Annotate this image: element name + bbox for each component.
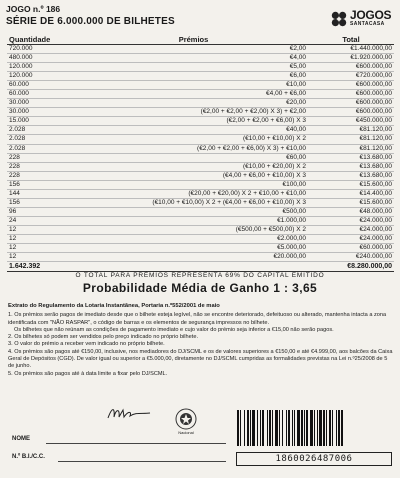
row-prize: €2,00 (79, 45, 308, 54)
row-quantity: 144 (7, 189, 79, 198)
santa-casa-seal-icon (174, 407, 198, 431)
row-total: €15.600,00 (308, 180, 394, 189)
barcode-bar (279, 410, 280, 446)
row-quantity: 60.000 (7, 90, 79, 99)
row-quantity: 2.028 (7, 144, 79, 153)
barcode-bar (314, 410, 315, 446)
row-prize: €2.000,00 (79, 234, 308, 243)
row-prize: €4,00 + €6,00 (79, 90, 308, 99)
prize-table-row (7, 108, 394, 117)
barcode-bar (304, 410, 305, 446)
regulation-item-2: 2. Os bilhetes só podem ser vendidos pelo preço indicado no próprio bilhete. (8, 334, 198, 341)
row-total: €13.680,00 (308, 171, 394, 180)
prize-table (7, 35, 394, 272)
row-prize: €1.000,00 (79, 216, 308, 225)
prize-table-row (7, 225, 394, 234)
prize-table-row (7, 117, 394, 126)
row-prize: (€2,00 + €2,00 + €2,00) X 3) + €2,00 (79, 108, 308, 117)
prize-table-row (7, 189, 394, 198)
row-quantity: 30.000 (7, 108, 79, 117)
row-quantity: 228 (7, 171, 79, 180)
prize-table-row (7, 99, 394, 108)
row-prize: €10,00 (79, 81, 308, 90)
row-prize: (€500,00 + €500,00) X 2 (79, 225, 308, 234)
row-prize: (€10,00 + €10,00) X 2 (79, 135, 308, 144)
barcode-bar (319, 410, 322, 446)
row-prize: (€4,00 + €6,00 + €10,00) X 3 (79, 171, 308, 180)
id-number-label: N.º B.I./C.C. (12, 454, 45, 460)
prize-table-row (7, 90, 394, 99)
row-quantity: 12 (7, 244, 79, 253)
prize-table-row (7, 207, 394, 216)
row-total: €14.400,00 (308, 189, 394, 198)
ticket-header (6, 4, 394, 34)
barcode-bar (247, 410, 249, 446)
clover-logo-icon (330, 10, 348, 28)
total-value: €8.280.000,00 (308, 262, 394, 272)
col-header-total: Total (308, 35, 394, 45)
barcode-bar (329, 410, 331, 446)
prize-table-header (7, 35, 394, 45)
prize-table-row (7, 81, 394, 90)
row-quantity: 2.028 (7, 135, 79, 144)
row-total: €600.000,00 (308, 108, 394, 117)
regulation-item-3: 3. O valor do prémio a receber vem indicado no próprio bilhete. (8, 341, 165, 348)
prize-table-body (7, 45, 394, 262)
barcode-bar (294, 410, 295, 446)
prize-table-row (7, 135, 394, 144)
row-total: €600.000,00 (308, 99, 394, 108)
barcode (236, 410, 390, 446)
row-total: €1.440.000,00 (308, 45, 394, 54)
row-quantity: 228 (7, 153, 79, 162)
prize-table-row (7, 72, 394, 81)
barcode-number: 1860026487006 (236, 452, 392, 466)
regulation-item-1b: Os bilhetes que não reúnam as condições de pagamento imediato e cujo valor do prémio seja inferior a €15,00 não serão pagos. (14, 326, 334, 333)
row-prize: (€2,00 + €2,00 + €6,00) X 3) + €10,00 (79, 144, 308, 153)
row-prize: (€10,00 + €20,00) X 2 (79, 162, 308, 171)
col-header-premios: Prémios (79, 35, 308, 45)
barcode-bar (237, 410, 239, 446)
id-number-line (58, 461, 226, 462)
prize-table-row (7, 126, 394, 135)
row-prize: €500,00 (79, 207, 308, 216)
row-prize: (€20,00 + €20,00) X 2 + €10,00 + €10,00 (79, 189, 308, 198)
regulation-item-5: 5. Os prémios são pagos até à data limite a fixar pelo DJ/SCML. (8, 370, 168, 377)
barcode-bar (267, 410, 268, 446)
regulation-title: Extrato do Regulamento da Lotaria Instantânea, Portaria n.º552/2001 de maio (8, 303, 220, 309)
barcode-bar (338, 410, 340, 446)
win-probability: Probabilidade Média de Ganho 1 : 3,65 (82, 281, 318, 295)
row-quantity: 96 (7, 207, 79, 216)
col-header-quantidade: Quantidade (7, 35, 79, 45)
barcode-bar (323, 410, 325, 446)
row-total: €24.000,00 (308, 234, 394, 243)
barcode-bar (332, 410, 333, 446)
barcode-bar (250, 410, 251, 446)
regulation-item-4: 4. Os prémios são pagos até €150,00, inclusive, nos mediadores do DJ/SCML e os de valores superiores a €150,00 e até €4.999,00, aos balcões da Caixa Geral de Depósitos (CGD). De valor igual ou superior a €5.000,00, diretamente no DJ/SCML cumpridas as formalidades previstas na Lei n.º25/2008 de 5 de junho. (8, 348, 393, 370)
barcode-bar (269, 410, 271, 446)
row-quantity: 120.000 (7, 72, 79, 81)
barcode-bar (301, 410, 303, 446)
total-quantity: 1.642.392 (7, 262, 79, 272)
series-title: SÉRIE DE 6.000.000 DE BILHETES (6, 16, 175, 27)
barcode-bar (292, 410, 293, 446)
row-total: €24.000,00 (308, 216, 394, 225)
row-quantity: 30.000 (7, 99, 79, 108)
prize-table-row (7, 216, 394, 225)
prize-table-row (7, 162, 394, 171)
row-prize: (€2,00 + €2,00 + €6,00) X 3 (79, 117, 308, 126)
row-total: €81.120,00 (308, 135, 394, 144)
barcode-bar (252, 410, 255, 446)
barcode-bar (341, 410, 343, 446)
row-total: €600.000,00 (308, 63, 394, 72)
barcode-bar (244, 410, 245, 446)
game-number: JOGO n.º 186 (6, 4, 61, 14)
row-total: €240.000,00 (308, 253, 394, 262)
row-total: €13.680,00 (308, 162, 394, 171)
barcode-bar (260, 410, 261, 446)
barcode-bar (288, 410, 290, 446)
row-total: €15.600,00 (308, 198, 394, 207)
row-total: €600.000,00 (308, 81, 394, 90)
barcode-bar (257, 410, 258, 446)
row-quantity: 24 (7, 216, 79, 225)
row-quantity: 2.028 (7, 126, 79, 135)
logo-text-jogos: JOGOS (350, 8, 392, 22)
row-prize: €60,00 (79, 153, 308, 162)
row-prize: €20,00 (79, 99, 308, 108)
prize-table-row (7, 54, 394, 63)
row-prize: €40,00 (79, 126, 308, 135)
row-quantity: 60.000 (7, 81, 79, 90)
signature-mark (106, 405, 152, 421)
barcode-bar (306, 410, 308, 446)
row-prize: €4,00 (79, 54, 308, 63)
row-prize: (€10,00 + €10,00) X 2 + (€4,00 + €6,00 + €10,00) X 3 (79, 198, 308, 207)
row-quantity: 12 (7, 225, 79, 234)
row-quantity: 12 (7, 253, 79, 262)
regulation-item-1: 1. Os prémios serão pagos de imediato desde que o bilhete esteja legível, não se encontre deteriorado, defeituoso ou alterado, mantenha intacta a zona identificada com "NÃO RASPAR", o código de barras e os elementos de segurança impressos no bilhete. (8, 312, 387, 326)
prize-table-row (7, 171, 394, 180)
row-total: €720.000,00 (308, 72, 394, 81)
barcode-bar (272, 410, 273, 446)
prize-table-row (7, 234, 394, 243)
row-total: €48.000,00 (308, 207, 394, 216)
prize-table-total-row (7, 262, 394, 272)
barcode-bar (336, 410, 337, 446)
row-quantity: 120.000 (7, 63, 79, 72)
prize-table-row (7, 45, 394, 54)
barcode-bar (262, 410, 264, 446)
prize-table-row (7, 153, 394, 162)
row-total: €1.920.000,00 (308, 54, 394, 63)
name-line (46, 443, 226, 444)
barcode-bar (297, 410, 300, 446)
prize-table-row (7, 144, 394, 153)
seal-caption: Nacional (178, 430, 194, 435)
prize-table-wrapper (7, 35, 394, 272)
row-total: €13.680,00 (308, 153, 394, 162)
prize-table-row (7, 244, 394, 253)
row-prize: €5,00 (79, 63, 308, 72)
row-total: €24.000,00 (308, 225, 394, 234)
row-total: €81.120,00 (308, 144, 394, 153)
row-quantity: 480.000 (7, 54, 79, 63)
regulation-extract (8, 303, 394, 378)
prize-table-row (7, 198, 394, 207)
row-total: €450.000,00 (308, 117, 394, 126)
row-prize: €6,00 (79, 72, 308, 81)
barcode-bar (275, 410, 278, 446)
row-quantity: 720.000 (7, 45, 79, 54)
barcode-bar (310, 410, 313, 446)
prize-table-row (7, 253, 394, 262)
total-spacer (79, 262, 308, 272)
name-label: NOME (12, 436, 30, 442)
logo-text-santacasa: SANTACASA (350, 21, 385, 27)
row-prize: €100,00 (79, 180, 308, 189)
barcode-bar (240, 410, 241, 446)
row-prize: €20.000,00 (79, 253, 308, 262)
row-total: €81.120,00 (308, 126, 394, 135)
row-total: €600.000,00 (308, 90, 394, 99)
prize-table-row (7, 180, 394, 189)
row-quantity: 12 (7, 234, 79, 243)
barcode-bar (317, 410, 318, 446)
jogos-santacasa-logo (330, 8, 390, 34)
row-quantity: 156 (7, 198, 79, 207)
barcode-bar (326, 410, 327, 446)
row-quantity: 15.000 (7, 117, 79, 126)
barcode-bar (282, 410, 283, 446)
barcode-bar (286, 410, 287, 446)
row-prize: €5.000,00 (79, 244, 308, 253)
row-quantity: 156 (7, 180, 79, 189)
row-total: €60.000,00 (308, 244, 394, 253)
row-quantity: 228 (7, 162, 79, 171)
prize-percentage-note: O TOTAL PARA PRÉMIOS REPRESENTA 69% DO CAPITAL EMITIDO (75, 272, 325, 279)
prize-table-row (7, 63, 394, 72)
